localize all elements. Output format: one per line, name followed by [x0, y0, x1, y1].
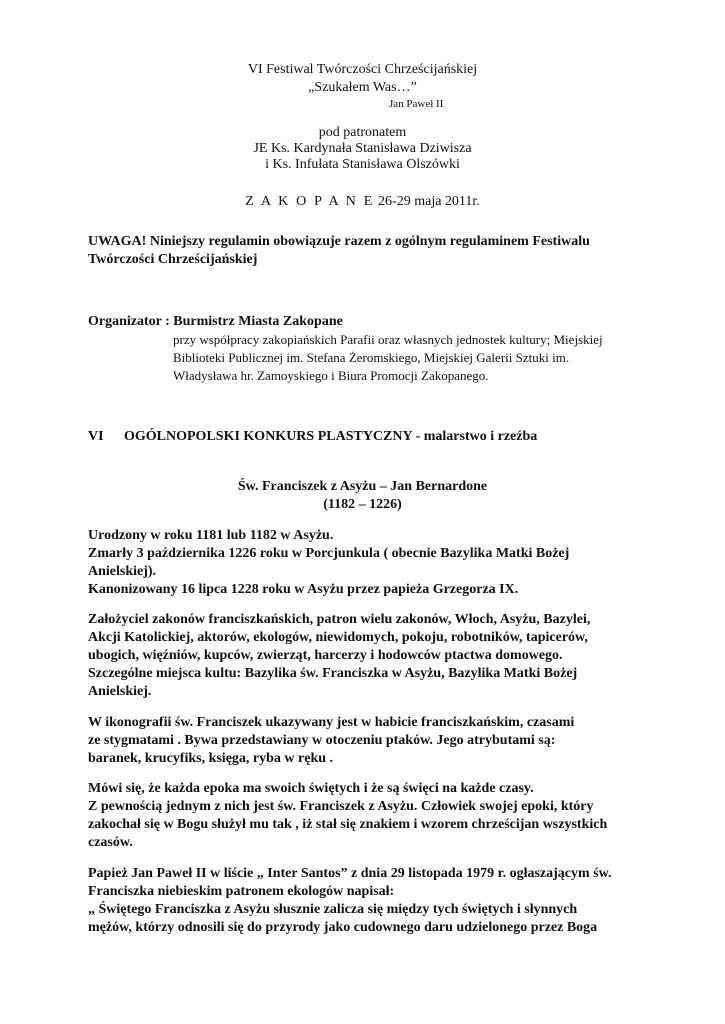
pope-quote-line: mężów, którzy odnosili się do przyrody jako cudownego daru udzielonego przez Boga — [88, 920, 598, 935]
notice-line-2: Twórczości Chrześcijańskiej — [88, 252, 258, 267]
saint-name: Św. Franciszek z Asyżu – Jan Bernardone — [237, 479, 488, 494]
patron-paragraph-line: Założyciel zakonów franciszkańskich, patron wielu zakonów, Włoch, Asyżu, Bazylei, — [88, 612, 591, 627]
patron-paragraph-line: ubogich, więźniów, kupców, zwierząt, harcerzy i hodowców ptactwa domowego. — [88, 648, 563, 663]
iconography-line: baranek, krucyfiks, księga, ryba w ręku . — [88, 751, 334, 766]
place-name: Z A K O P A N E — [245, 194, 375, 209]
iconography-line: ze stygmatami . Bywa przedstawiany w otoczeniu ptaków. Jego atrybutami są: — [88, 733, 556, 748]
epoch-line: Z pewnością jednym z nich jest św. Franciszek z Asyżu. Człowiek swojej epoki, który — [88, 799, 594, 814]
organizer-label: Organizator : Burmistrz Miasta Zakopane — [88, 314, 343, 329]
organizer-line-3: Władysława hr. Zamoyskiego i Biura Promocji Zakopanego. — [173, 368, 489, 383]
patron-paragraph-line: Szczególne miejsca kultu: Bazylika św. Franciszka w Asyżu, Bazylika Matki Bożej — [88, 666, 578, 681]
bio-line: Urodzony w roku 1181 lub 1182 w Asyżu. — [88, 528, 334, 543]
bio-line: Anielskiej). — [88, 564, 157, 579]
pope-quote-line: Papież Jan Paweł II w liście „ Inter Santos” z dnia 29 listopada 1979 r. ogłaszającym św. — [88, 866, 612, 881]
notice-line-1: UWAGA! Niniejszy regulamin obowiązuje razem z ogólnym regulaminem Festiwalu — [88, 234, 590, 249]
epoch-line: Mówi się, że każda epoka ma swoich świętych i że są święci na każde czasy. — [88, 781, 534, 796]
epoch-line: zakochał się w Bogu służył mu tak , iż stał się znakiem i wzorem chrześcijan wszystkich — [88, 817, 608, 832]
patronage-label: pod patronatem — [318, 125, 407, 140]
contest-title: OGÓLNOPOLSKI KONKURS PLASTYCZNY - malarstwo i rzeźba — [124, 429, 538, 444]
bio-line: Kanonizowany 16 lipca 1228 roku w Asyżu przez papieża Grzegorza IX. — [88, 582, 519, 597]
iconography-line: W ikonografii św. Franciszek ukazywany jest w habicie franciszkańskim, czasami — [88, 715, 575, 730]
organizer-line-2: Biblioteki Publicznej im. Stefana Żeromskiego, Miejskiej Galerii Sztuki im. — [173, 350, 570, 365]
festival-motto: „Szukałem Was…” — [308, 80, 417, 95]
epoch-line: czasów. — [88, 835, 133, 850]
motto-author: Jan Paweł II — [389, 98, 444, 110]
patron-paragraph-line: Akcji Katolickiej, aktorów, ekologów, niewidomych, pokoju, robotników, tapicerów, — [88, 630, 588, 645]
bio-line: Zmarły 3 października 1226 roku w Porcjunkula ( obecnie Bazylika Matki Bożej — [88, 546, 570, 561]
patron-2: i Ks. Infułata Stanisława Olszówki — [265, 157, 460, 172]
place-and-dates — [0, 194, 725, 210]
patron-paragraph-line: Anielskiej. — [88, 684, 152, 699]
event-dates: 26-29 maja 2011r. — [378, 194, 480, 209]
saint-years: (1182 – 1226) — [323, 497, 402, 512]
patron-1: JE Ks. Kardynała Stanisława Dziwisza — [253, 141, 472, 156]
contest-number: VI — [88, 429, 104, 444]
pope-quote-line: Franciszka niebieskim patronem ekologów napisał: — [88, 884, 395, 899]
pope-quote-line: „ Świętego Franciszka z Asyżu słusznie zalicza się między tych świętych i słynnych — [88, 902, 578, 917]
organizer-line-1: przy współpracy zakopiańskich Parafii oraz własnych jednostek kultury; Miejskiej — [173, 332, 603, 347]
festival-title: VI Festiwal Twórczości Chrześcijańskiej — [247, 62, 478, 77]
